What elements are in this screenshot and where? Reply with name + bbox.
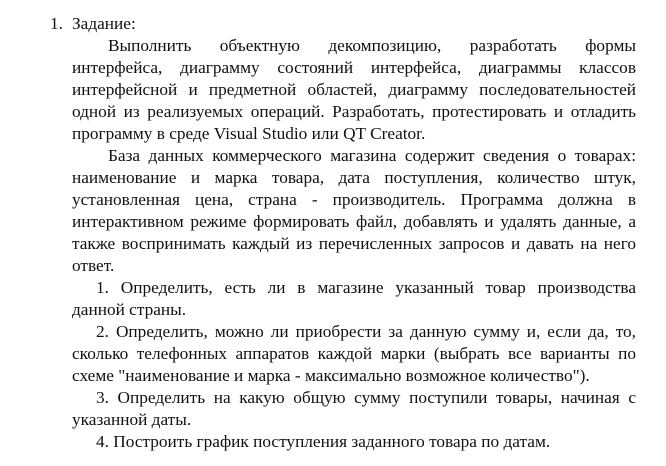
paragraph-line: наименование и марка товара, дата поступления, количество штук, xyxy=(72,168,636,187)
paragraph-line: интерактивном режиме формировать файл, добавлять и удалять данные, а xyxy=(72,212,636,231)
paragraph-line: также воспринимать каждый из перечисленных запросов и давать на него xyxy=(72,234,636,253)
query-item-3-cont: указанной даты. xyxy=(72,410,192,429)
paragraph-line: интерфейса, диаграмму состояний интерфейса, диаграммы классов xyxy=(72,58,636,77)
query-item-1: 1. Определить, есть ли в магазине указанный товар производства xyxy=(96,278,636,297)
paragraph-line: одной из реализуемых операций. Разработать, протестировать и отладить xyxy=(72,102,636,121)
list-number: 1. xyxy=(50,14,63,33)
paragraph-line: База данных коммерческого магазина содержит сведения о товарах: xyxy=(108,146,636,165)
query-item-1-cont: данной страны. xyxy=(72,300,187,319)
query-item-2: 2. Определить, можно ли приобрести за данную сумму и, если да, то, xyxy=(96,322,636,341)
query-item-3: 3. Определить на какую общую сумму поступили товары, начиная с xyxy=(96,388,636,407)
section-heading: Задание: xyxy=(72,14,136,33)
query-item-2-cont: сколько телефонных аппаратов каждой марки (выбрать все варианты по xyxy=(72,344,636,363)
paragraph-line: программу в среде Visual Studio или QT Creator. xyxy=(72,124,426,143)
paragraph-line: Выполнить объектную декомпозицию, разработать формы xyxy=(108,36,636,55)
paragraph-line: установленная цена, страна - производитель. Программа должна в xyxy=(72,190,636,209)
paragraph-line: ответ. xyxy=(72,256,115,275)
paragraph-line: интерфейсной и предметной областей, диаграмму последовательностей xyxy=(72,80,636,99)
query-item-4: 4. Построить график поступления заданного товара по датам. xyxy=(96,432,551,451)
query-item-2-cont: схеме "наименование и марка - максимально возможное количество"). xyxy=(72,366,590,385)
